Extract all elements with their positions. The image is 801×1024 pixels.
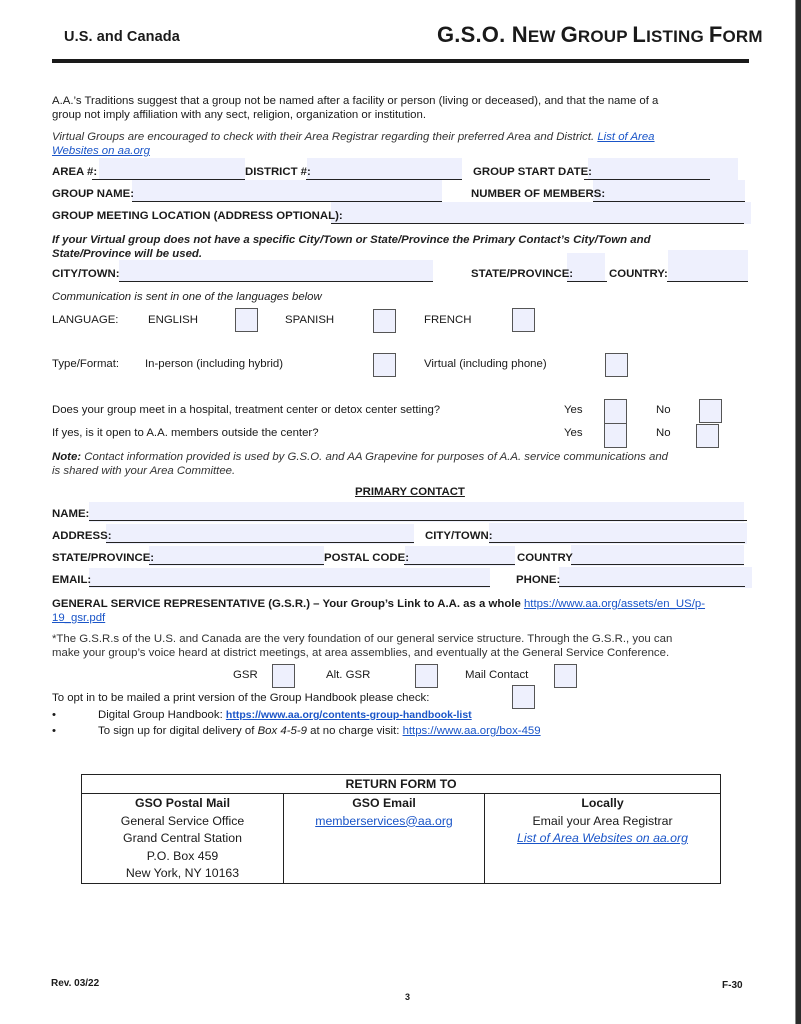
gsr-role-label: GSR [233,669,258,681]
contact-city-field[interactable] [489,523,747,544]
form-title: G.S.O. NEW GROUP LISTING FORM [437,22,763,47]
page-number: 3 [405,992,411,1002]
english-label: ENGLISH [148,314,199,326]
hospital-yes-label: Yes [564,404,583,416]
in-person-checkbox[interactable] [373,353,396,377]
header-divider [52,59,749,63]
handbook-optin-label: To opt in to be mailed a print version of the Group Handbook please check: [52,692,430,704]
area-label: AREA #: [52,166,98,178]
gsr-pdf-link-cont[interactable]: 19_gsr.pdf [52,612,106,624]
alt-gsr-role-checkbox[interactable] [415,664,438,688]
contact-country-field[interactable] [571,545,744,566]
hospital-setting-question: Does your group meet in a hospital, treatment center or detox center setting? [52,404,441,416]
contact-state-label: STATE/PROVINCE: [52,552,155,564]
revision-label: Rev. 03/22 [51,978,100,989]
handbook-bullet-2: • To sign up for digital delivery of Box 4-5-9 at no charge visit: https://www.aa.org/box-459 [52,725,541,737]
state-province-label: STATE/PROVINCE: [471,268,574,280]
language-label: LANGUAGE: [52,314,119,326]
virtual-checkbox[interactable] [605,353,628,377]
form-code: F-30 [722,980,743,991]
gsr-section-heading: GENERAL SERVICE REPRESENTATIVE (G.S.R.) – Your Group’s Link to A.A. as a whole https://www.aa.org/assets/en_US/p- 19_gsr.pdf [52,598,706,624]
primary-contact-heading: PRIMARY CONTACT [355,486,465,498]
contact-address-label: ADDRESS: [52,530,112,542]
group-start-date-label: GROUP START DATE: [473,166,592,178]
group-start-date-field[interactable] [588,158,738,180]
french-label: FRENCH [424,314,472,326]
mail-contact-role-label: Mail Contact [465,669,529,681]
alt-gsr-role-label: Alt. GSR [326,669,371,681]
city-town-label: CITY/TOWN: [52,268,120,280]
in-person-label: In-person (including hybrid) [145,358,284,370]
return-form-heading: RETURN FORM TO [82,775,721,794]
hospital-yes-checkbox[interactable] [604,399,627,424]
group-name-label: GROUP NAME: [52,188,135,200]
member-services-email-link[interactable]: memberservices@aa.org [315,813,453,828]
open-outside-no-checkbox[interactable] [696,424,719,448]
spanish-checkbox[interactable] [373,309,396,333]
traditions-note: A.A.’s Traditions suggest that a group not be named after a facility or person (living or deceased), and that the name of a group not imply affiliation with any sect, religion, organization or institution. [52,95,659,121]
virtual-groups-note: Virtual Groups are encouraged to check with their Area Registrar regarding their preferred Area and District. List of Area Websites on aa.org [52,131,655,157]
contact-state-field[interactable] [149,546,324,566]
contact-email-label: EMAIL: [52,574,92,586]
language-note: Communication is sent in one of the languages below [52,291,322,303]
spanish-label: SPANISH [285,314,335,326]
english-checkbox[interactable] [235,308,258,332]
country-label: COUNTRY: [609,268,668,280]
area-websites-table-link[interactable]: List of Area Websites on aa.org [517,831,688,845]
virtual-location-note: If your Virtual group does not have a specific City/Town or State/Province the Primary Contact’s City/Town and State/Province will be used. [52,234,651,260]
gsr-pdf-link[interactable]: https://www.aa.org/assets/en_US/p- [523,598,706,610]
gsr-description: *The G.S.R.s of the U.S. and Canada are the very foundation of our general service structure. Through the G.S.R., you can make your group’s voice heard at district meetings, at area assemblies, and eventually at the General Service Conference. [52,633,673,659]
return-form-table [81,774,721,884]
contact-phone-field[interactable] [559,567,752,588]
virtual-label: Virtual (including phone) [424,358,547,370]
district-field[interactable] [307,158,462,180]
mail-contact-role-checkbox[interactable] [554,664,577,688]
contact-email-field[interactable] [89,568,490,588]
postal-mail-cell: GSO Postal Mail General Service Office Grand Central Station P.O. Box 459 New York, NY 10163 [82,794,284,884]
group-handbook-link[interactable]: https://www.aa.org/contents-group-handbook-list [225,709,472,721]
number-of-members-field[interactable] [593,180,745,202]
region-label: U.S. and Canada [64,29,180,45]
contact-phone-label: PHONE: [516,574,561,586]
contact-city-label: CITY/TOWN: [425,530,493,542]
gsr-role-checkbox[interactable] [272,664,295,688]
french-checkbox[interactable] [512,308,535,332]
email-cell: GSO Email memberservices@aa.org [284,794,485,884]
locally-cell: Locally Email your Area Registrar List of Area Websites on aa.org [485,794,721,884]
country-field[interactable] [668,250,748,282]
format-label: Type/Format: [52,358,120,370]
contact-name-label: NAME: [52,508,90,520]
contact-postal-code-label: POSTAL CODE: [324,552,410,564]
group-name-field[interactable] [132,180,442,202]
contact-name-field[interactable] [89,502,744,522]
contact-address-field[interactable] [106,524,414,544]
contact-country-label: COUNTRY [517,552,573,564]
print-handbook-checkbox[interactable] [512,685,535,709]
open-outside-yes-checkbox[interactable] [604,423,627,448]
district-label: DISTRICT #: [245,166,311,178]
open-outside-question: If yes, is it open to A.A. members outside the center? [52,427,319,439]
open-outside-yes-label: Yes [564,427,583,439]
handbook-bullet-1: • Digital Group Handbook: https://www.aa.org/contents-group-handbook-list [52,709,472,721]
open-outside-no-label: No [656,427,671,439]
hospital-no-checkbox[interactable] [699,399,722,423]
contact-postal-code-field[interactable] [405,546,515,566]
meeting-location-field[interactable] [331,202,751,224]
box-459-link[interactable]: https://www.aa.org/box-459 [402,725,541,737]
area-field[interactable] [99,158,245,180]
contact-info-note: Note: Contact information provided is used by G.S.O. and AA Grapevine for purposes of A.A. service communications and is shared with your Area Committee. [52,451,669,477]
area-websites-link-cont[interactable]: Websites on aa.org [52,145,150,157]
area-websites-link[interactable]: List of Area [597,131,655,143]
city-town-field[interactable] [119,260,433,282]
number-of-members-label: NUMBER OF MEMBERS: [471,188,606,200]
meeting-location-label: GROUP MEETING LOCATION (ADDRESS OPTIONAL): [52,210,343,222]
hospital-no-label: No [656,404,671,416]
